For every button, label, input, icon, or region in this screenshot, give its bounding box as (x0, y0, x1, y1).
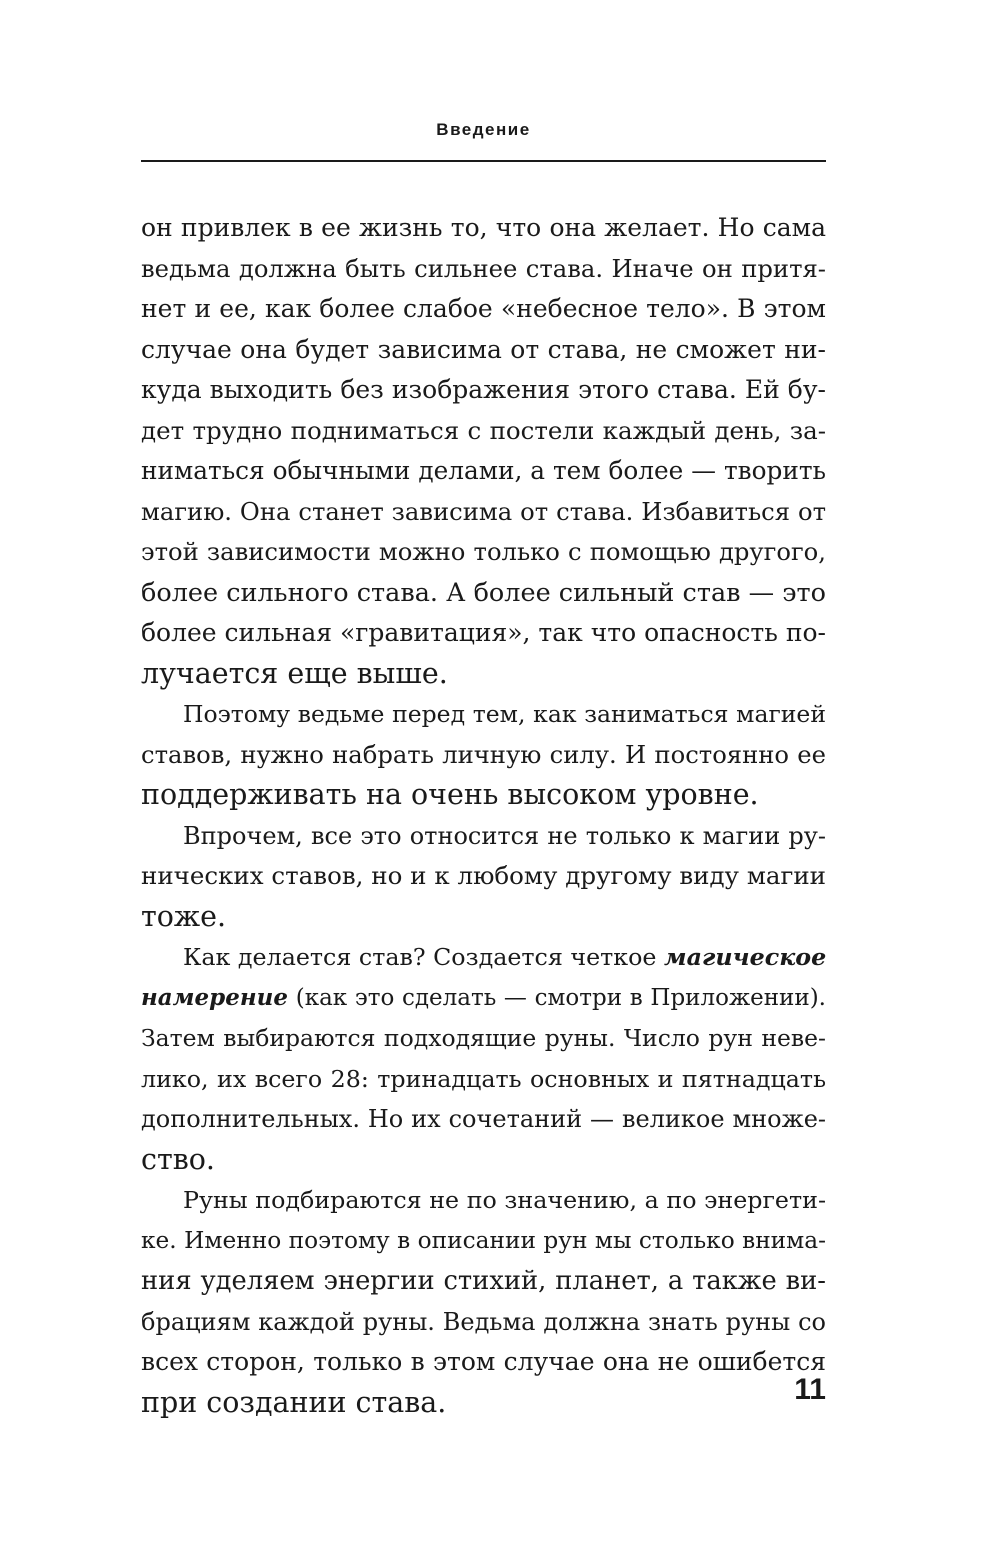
text-line: нических ставов, но и к любому другому виду магии (141, 861, 826, 890)
text-line: куда выходить без изображения этого става. Ей бу- (141, 375, 826, 404)
running-header-title: Введение (436, 120, 531, 139)
text-line: он привлек в ее жизнь то, что она желает. Но сама (141, 213, 826, 242)
text-line: ния уделяем энергии стихий, планет, а также ви- (141, 1266, 826, 1296)
text-line: более сильная «гравитация», так что опасность по- (141, 618, 826, 647)
text-line: тоже. (141, 899, 227, 933)
text-line: при создании става. (141, 1385, 447, 1419)
page-number: 11 (794, 1373, 826, 1406)
body-text (141, 208, 826, 1423)
text-segment: (как это сделать — смотри в Приложении). (295, 984, 826, 1011)
text-line: дополнительных. Но их сочетаний — великое множе- (141, 1105, 826, 1133)
text-line: магию. Она станет зависима от става. Избавиться от (141, 496, 826, 526)
emphasis-term: магическое (664, 943, 827, 971)
text-line: дет трудно подниматься с постели каждый день, за- (141, 415, 826, 445)
text-line: нет и ее, как более слабое «небесное тело». В этом (141, 294, 826, 323)
text-line: ставов, нужно набрать личную силу. И постоянно ее (141, 739, 826, 769)
text-line: ниматься обычными делами, а тем более — творить (141, 456, 826, 485)
text-line: ке. Именно поэтому в описании рун мы столько внима- (141, 1226, 826, 1254)
text-line: брациям каждой руны. Ведьма должна знать руны со (141, 1307, 826, 1336)
text-line: всех сторон, только в этом случае она не ошибется (141, 1347, 826, 1376)
text-line (141, 937, 826, 978)
text-line: поддерживать на очень высоком уровне. (141, 778, 759, 811)
emphasis-term: намерение (141, 983, 289, 1011)
text-line: ство. (141, 1142, 215, 1176)
text-line: Поэтому ведьме перед тем, как заниматься магией (183, 700, 826, 728)
header-rule (141, 160, 826, 162)
text-line (141, 978, 826, 1019)
text-line: более сильного става. А более сильный став — это (141, 577, 826, 608)
text-line: Впрочем, все это относится не только к магии ру- (183, 821, 826, 850)
text-line: случае она будет зависима от става, не сможет ни- (141, 334, 826, 364)
text-line: Затем выбираются подходящие руны. Число рун неве- (141, 1024, 826, 1052)
text-line: ведьма должна быть сильнее става. Иначе он притя- (141, 253, 826, 283)
text-segment: Как делается став? Создается четкое (183, 943, 657, 971)
text-line: лико, их всего 28: тринадцать основных и пятнадцать (141, 1064, 826, 1093)
text-line: Руны подбираются не по значению, а по энергети- (183, 1186, 826, 1214)
text-line: лучается еще выше. (141, 656, 448, 690)
text-line: этой зависимости можно только с помощью другого, (141, 537, 826, 566)
